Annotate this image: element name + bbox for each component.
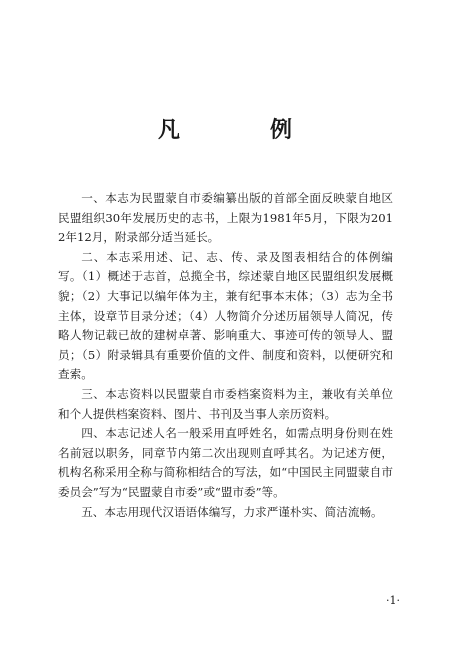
paragraph-2: 二、本志采用述、记、志、传、录及图表相结合的体例编写。（1）概述于志首，总揽全书，综述蒙自地区民盟组织发展概貌；（2）大事记以编年体为主，兼有纪事本末体；（3）志为全书主体，设章节目录分述；（4）人物简介分述历届领导人简况，传略人物记载已故的建树卓著、影响重大、事迹可传的领导人、盟员；（5）附录辑具有重要价值的文件、制度和资料，以便研究和查索。 (58, 249, 393, 382)
page-number: ·1· (386, 594, 400, 607)
page-title: 凡 例 (157, 117, 326, 143)
paragraph-1: 一、本志为民盟蒙自市委编纂出版的首部全面反映蒙自地区民盟组织30年发展历史的志书，上限为1981年5月，下限为2012年12月，附录部分适当延长。 (58, 191, 393, 245)
paragraph-3: 三、本志资料以民盟蒙自市委档案资料为主，兼收有关单位和个人提供档案资料、图片、书刊及当事人亲历资料。 (58, 386, 393, 421)
body-text (58, 189, 393, 522)
paragraph-5: 五、本志用现代汉语语体编写，力求严谨朴实、简洁流畅。 (81, 504, 383, 519)
paragraph-4: 四、本志记述人名一般采用直呼姓名，如需点明身份则在姓名前冠以职务，同章节内第二次出现则直呼其名。为记述方便，机构名称采用全称与简称相结合的写法，如“中国民主同盟蒙自市委员会”写为“民盟蒙自市委”或“盟市委”等。 (58, 426, 393, 499)
